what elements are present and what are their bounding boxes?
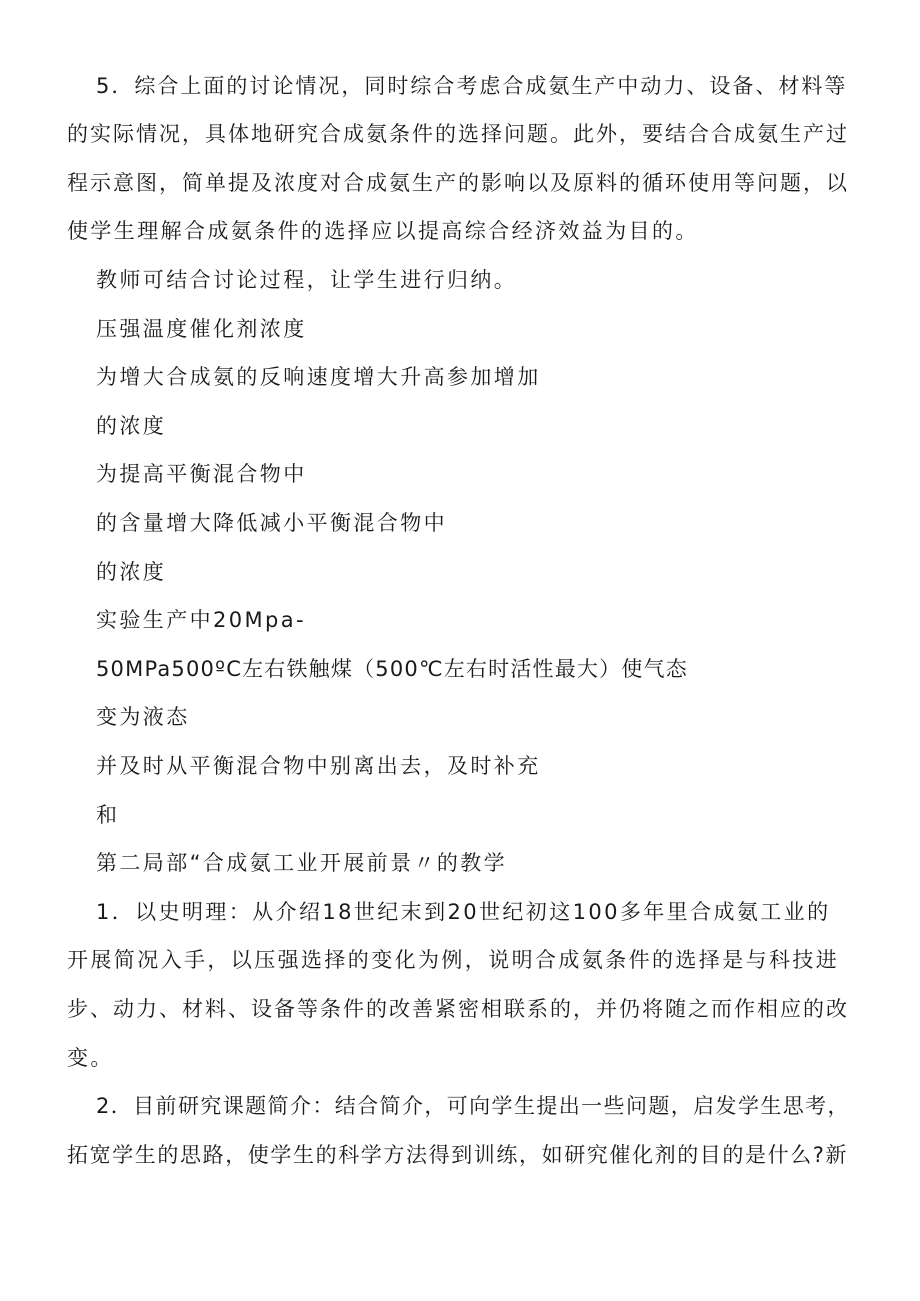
table-row-2-line-3: 的浓度 [96, 560, 167, 584]
table-row-3-line-5: 和 [96, 803, 120, 827]
paragraph-1-line-1: 1．以史明理：从介绍18世纪末到20世纪初这100多年里合成氨工业的 [96, 900, 831, 924]
table-row-3-line-2: 50MPa500ºC左右铁触煤（500℃左右时活性最大）使气态 [96, 657, 688, 681]
table-row-3-line-4: 并及时从平衡混合物中别离出去，及时补充 [96, 754, 541, 778]
table-row-1-line-1: 为增大合成氨的反响速度增大升高参加增加 [96, 365, 541, 389]
table-row-3-line-1: 实验生产中20Mpa- [96, 608, 307, 632]
table-row-2-line-1: 为提高平衡混合物中 [96, 462, 307, 486]
teacher-summary-line: 教师可结合讨论过程，让学生进行归纳。 [96, 268, 518, 292]
paragraph-1-line-4: 变。 [67, 1046, 114, 1070]
table-row-2-line-2: 的含量增大降低减小平衡混合物中 [96, 511, 447, 535]
paragraph-5-line-4: 使学生理解合成氨条件的选择应以提高综合经济效益为目的。 [67, 219, 699, 243]
table-header-line: 压强温度催化剂浓度 [96, 317, 307, 341]
paragraph-5-line-1: 5．综合上面的讨论情况，同时综合考虑合成氨生产中动力、设备、材料等 [96, 74, 848, 98]
table-row-3-line-3: 变为液态 [96, 705, 190, 729]
table-row-1-line-2: 的浓度 [96, 414, 167, 438]
paragraph-5-line-2: 的实际情况，具体地研究合成氨条件的选择问题。此外，要结合合成氨生产过 [67, 122, 849, 146]
paragraph-2-line-2: 拓宽学生的思路，使学生的科学方法得到训练，如研究催化剂的目的是什么?新 [67, 1143, 849, 1167]
paragraph-2-line-1: 2．目前研究课题简介：结合简介，可向学生提出一些问题，启发学生思考， [96, 1094, 850, 1118]
paragraph-5-line-3: 程示意图，简单提及浓度对合成氨生产的影响以及原料的循环使用等问题，以 [67, 171, 849, 195]
section-2-heading: 第二局部“合成氨工业开展前景〃的教学 [96, 851, 508, 875]
paragraph-1-line-3: 步、动力、材料、设备等条件的改善紧密相联系的，并仍将随之而作相应的改 [67, 997, 849, 1021]
paragraph-1-line-2: 开展简况入手，以压强选择的变化为例，说明合成氨条件的选择是与科技进 [67, 948, 840, 972]
